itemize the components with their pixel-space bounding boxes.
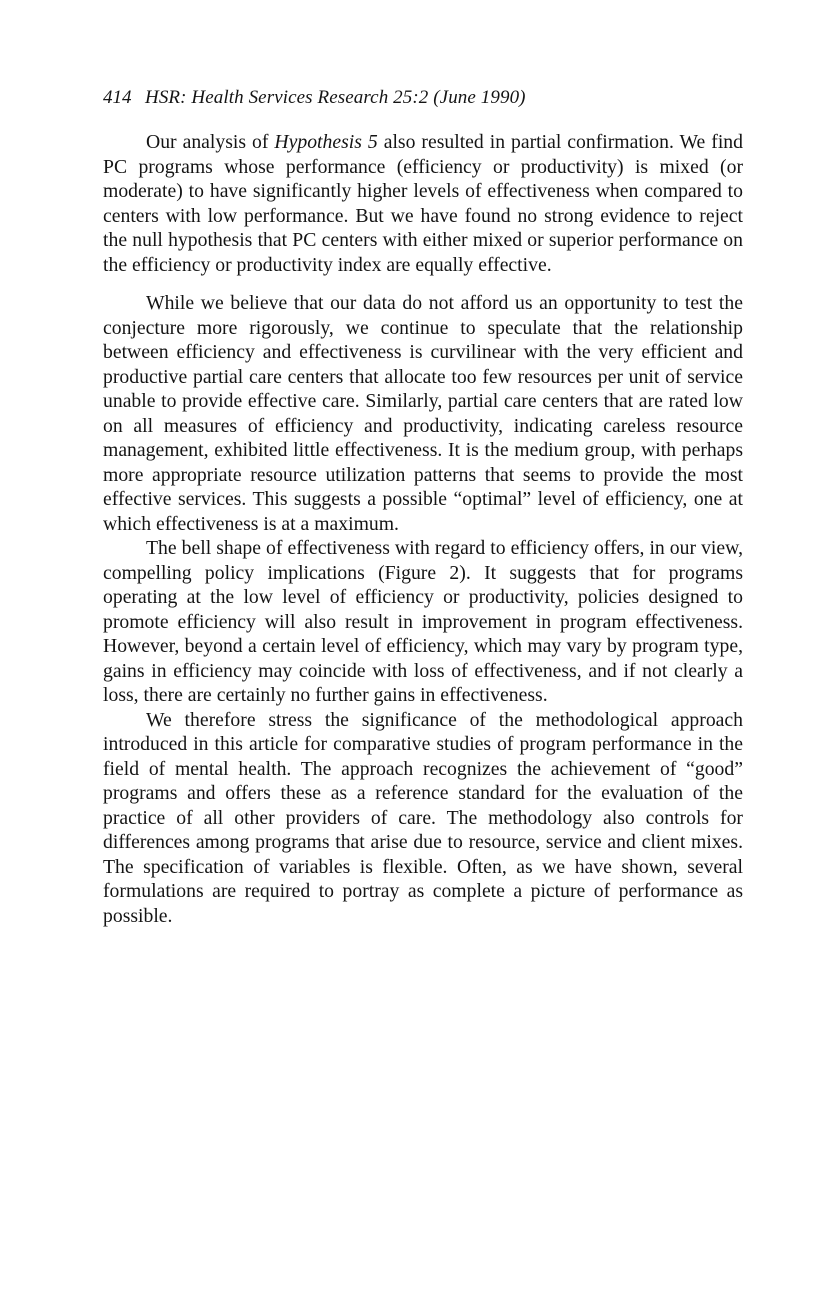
page (103, 86, 743, 928)
paragraph-1-lead: Our analysis of (146, 131, 275, 153)
paragraph-bell-shape: The bell shape of effectiveness with regard to efficiency offers, in our view, compelling policy implications (Figure 2). It suggests that for programs operating at the low level of efficiency or productivity, policies designed to promote efficiency will also result in improvement in program effectiveness. However, beyond a certain level of efficiency, which may vary by program type, gains in efficiency may coincide with loss of effectiveness, and if not clearly a loss, there are certainly no further gains in effectiveness. (103, 537, 743, 706)
running-head (103, 86, 743, 110)
page-number: 414 (103, 87, 132, 108)
paragraph-1-rest: also resulted in partial confirmation. We find PC programs whose performance (efficiency or productivity) is mixed (or moderate) to have significantly higher levels of effectiveness when compared to centers with low performance. But we have found no strong evidence to reject the null hypothesis that PC centers with either mixed or superior performance on the efficiency or productivity index are equally effective. (103, 131, 743, 276)
hypothesis-reference: Hypothesis 5 (274, 131, 378, 153)
journal-citation: HSR: Health Services Research 25:2 (June 1990) (145, 87, 526, 108)
body-text (103, 130, 743, 928)
paragraph-methodology: We therefore stress the significance of the methodological approach introduced in this article for comparative studies of program performance in the field of mental health. The approach recognizes the achievement of “good” programs and offers these as a reference standard for the evaluation of the practice of all other providers of care. The methodology also controls for differences among programs that arise due to resource, service and client mixes. The specification of variables is flexible. Often, as we have shown, several formulations are required to portray as complete a picture of performance as possible. (103, 708, 743, 927)
paragraph-hypothesis-5 (103, 130, 743, 277)
paragraph-curvilinear: While we believe that our data do not afford us an opportunity to test the conjecture more rigorously, we continue to speculate that the relationship between efficiency and effectiveness is curvilinear with the very efficient and productive partial care centers that allocate too few resources per unit of service unable to provide effective care. Similarly, partial care centers that are rated low on all measures of efficiency and productivity, indicating careless resource management, exhibited little effectiveness. It is the medium group, with perhaps more appropriate resource utilization patterns that seems to provide the most effective services. This suggests a possible “optimal” level of efficiency, one at which effectiveness is at a maximum. (103, 292, 743, 535)
